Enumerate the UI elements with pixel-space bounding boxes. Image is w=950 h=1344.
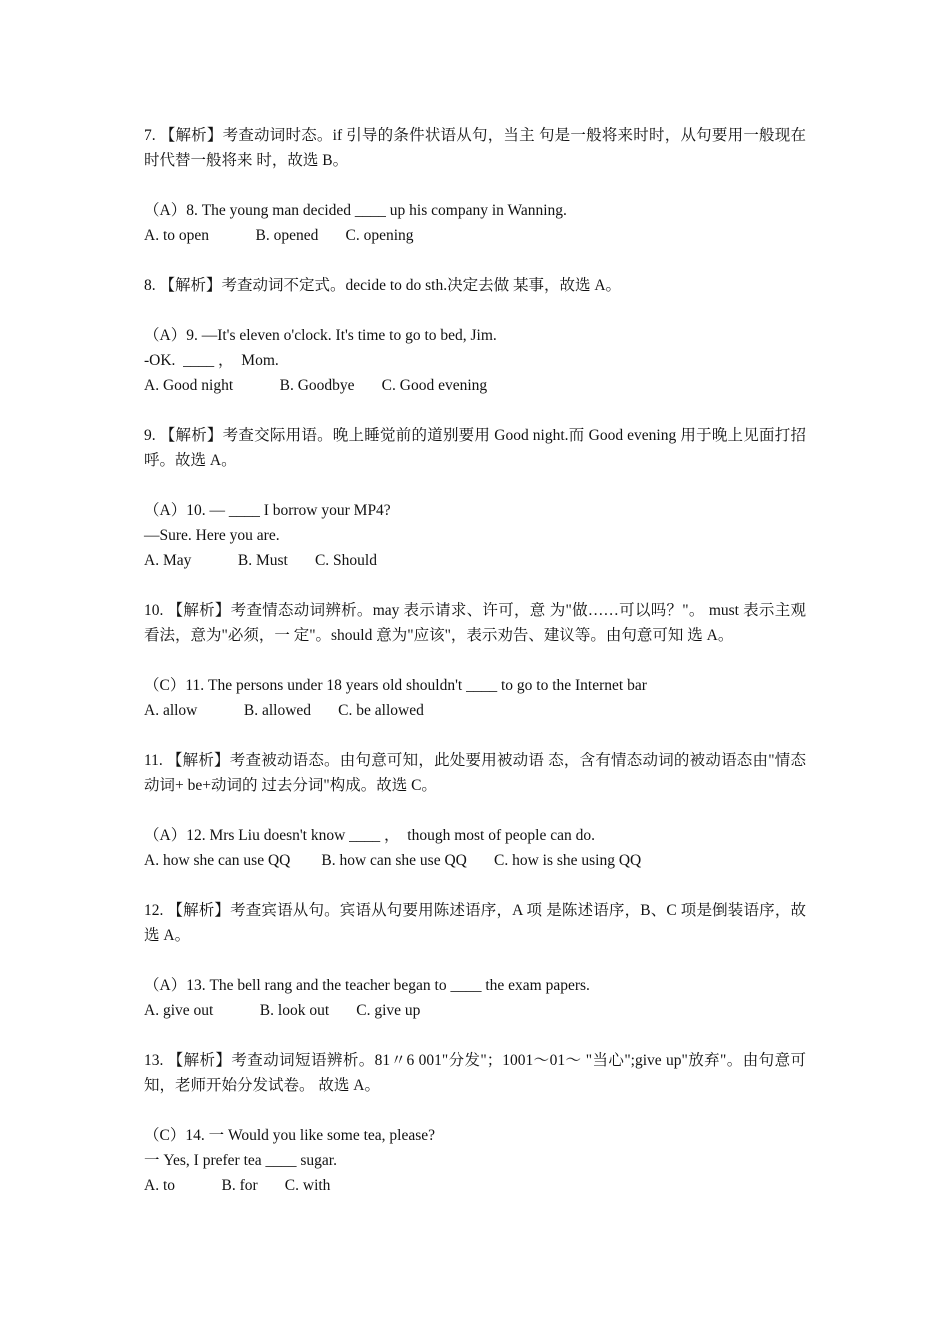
question-line: （A）9. —It's eleven o'clock. It's time to go to bed, Jim.: [144, 327, 497, 344]
answer-options: A. to B. for C. with: [144, 1177, 331, 1194]
answer-options: A. May B. Must C. Should: [144, 552, 377, 569]
analysis-text: 9. 【解析】考查交际用语。晚上睡觉前的道别要用 Good night.而 Good evening 用于晚上见面打招呼。故选 A。: [144, 427, 806, 469]
question-line: （A）8. The young man decided ____ up his company in Wanning.: [144, 202, 567, 219]
analysis-text: 12. 【解析】考查宾语从句。宾语从句要用陈述语序，A 项 是陈述语序，B、C 项是倒装语序，故选 A。: [144, 902, 806, 944]
question-line: （A）10. — ____ I borrow your MP4?: [144, 502, 391, 519]
answer-options: A. to open B. opened C. opening: [144, 227, 414, 244]
analysis-9: [144, 423, 806, 473]
analysis-7: [144, 123, 806, 173]
question-9: [144, 323, 806, 398]
analysis-11: [144, 748, 806, 798]
question-8: [144, 198, 806, 248]
answer-options: A. give out B. look out C. give up: [144, 1002, 421, 1019]
question-line: （C）11. The persons under 18 years old shouldn't ____ to go to the Internet bar: [144, 677, 647, 694]
question-line: -OK. ____ ， Mom.: [144, 352, 279, 369]
analysis-text: 13. 【解析】考查动词短语辨析。81〃6 001"分发"；1001〜01〜 "当心";give up"放弃"。由句意可知，老师开始分发试卷。 故选 A。: [144, 1052, 806, 1094]
question-11: [144, 673, 806, 723]
answer-options: A. allow B. allowed C. be allowed: [144, 702, 424, 719]
question-12: [144, 823, 806, 873]
question-10: [144, 498, 806, 573]
question-13: [144, 973, 806, 1023]
question-line: 一 Yes, I prefer tea ____ sugar.: [144, 1152, 337, 1169]
question-line: （A）13. The bell rang and the teacher began to ____ the exam papers.: [144, 977, 590, 994]
analysis-text: 8. 【解析】考查动词不定式。decide to do sth.决定去做 某事，故选 A。: [144, 277, 622, 294]
analysis-text: 10. 【解析】考查情态动词辨析。may 表示请求、许可，意 为"做……可以吗？"。 must 表示主观看法，意为"必须，一 定"。should 意为"应该"，表示劝告、建议等。由句意可知 选 A。: [144, 602, 806, 644]
analysis-text: 11. 【解析】考查被动语态。由句意可知，此处要用被动语 态，含有情态动词的被动语态由"情态动词+ be+动词的 过去分词"构成。故选 C。: [144, 752, 806, 794]
question-14: [144, 1123, 806, 1198]
answer-options: A. Good night B. Goodbye C. Good evening: [144, 377, 488, 394]
answer-options: A. how she can use QQ B. how can she use QQ C. how is she using QQ: [144, 852, 642, 869]
analysis-12: [144, 898, 806, 948]
analysis-8: [144, 273, 806, 298]
question-line: —Sure. Here you are.: [144, 527, 280, 544]
document-page: [144, 123, 806, 1223]
question-line: （A）12. Mrs Liu doesn't know ____ ， though most of people can do.: [144, 827, 595, 844]
question-line: （C）14. 一 Would you like some tea, please?: [144, 1127, 436, 1144]
analysis-text: 7. 【解析】考查动词时态。if 引导的条件状语从句，当主 句是一般将来时时，从句要用一般现在时代替一般将来 时，故选 B。: [144, 127, 806, 169]
analysis-10: [144, 598, 806, 648]
analysis-13: [144, 1048, 806, 1098]
